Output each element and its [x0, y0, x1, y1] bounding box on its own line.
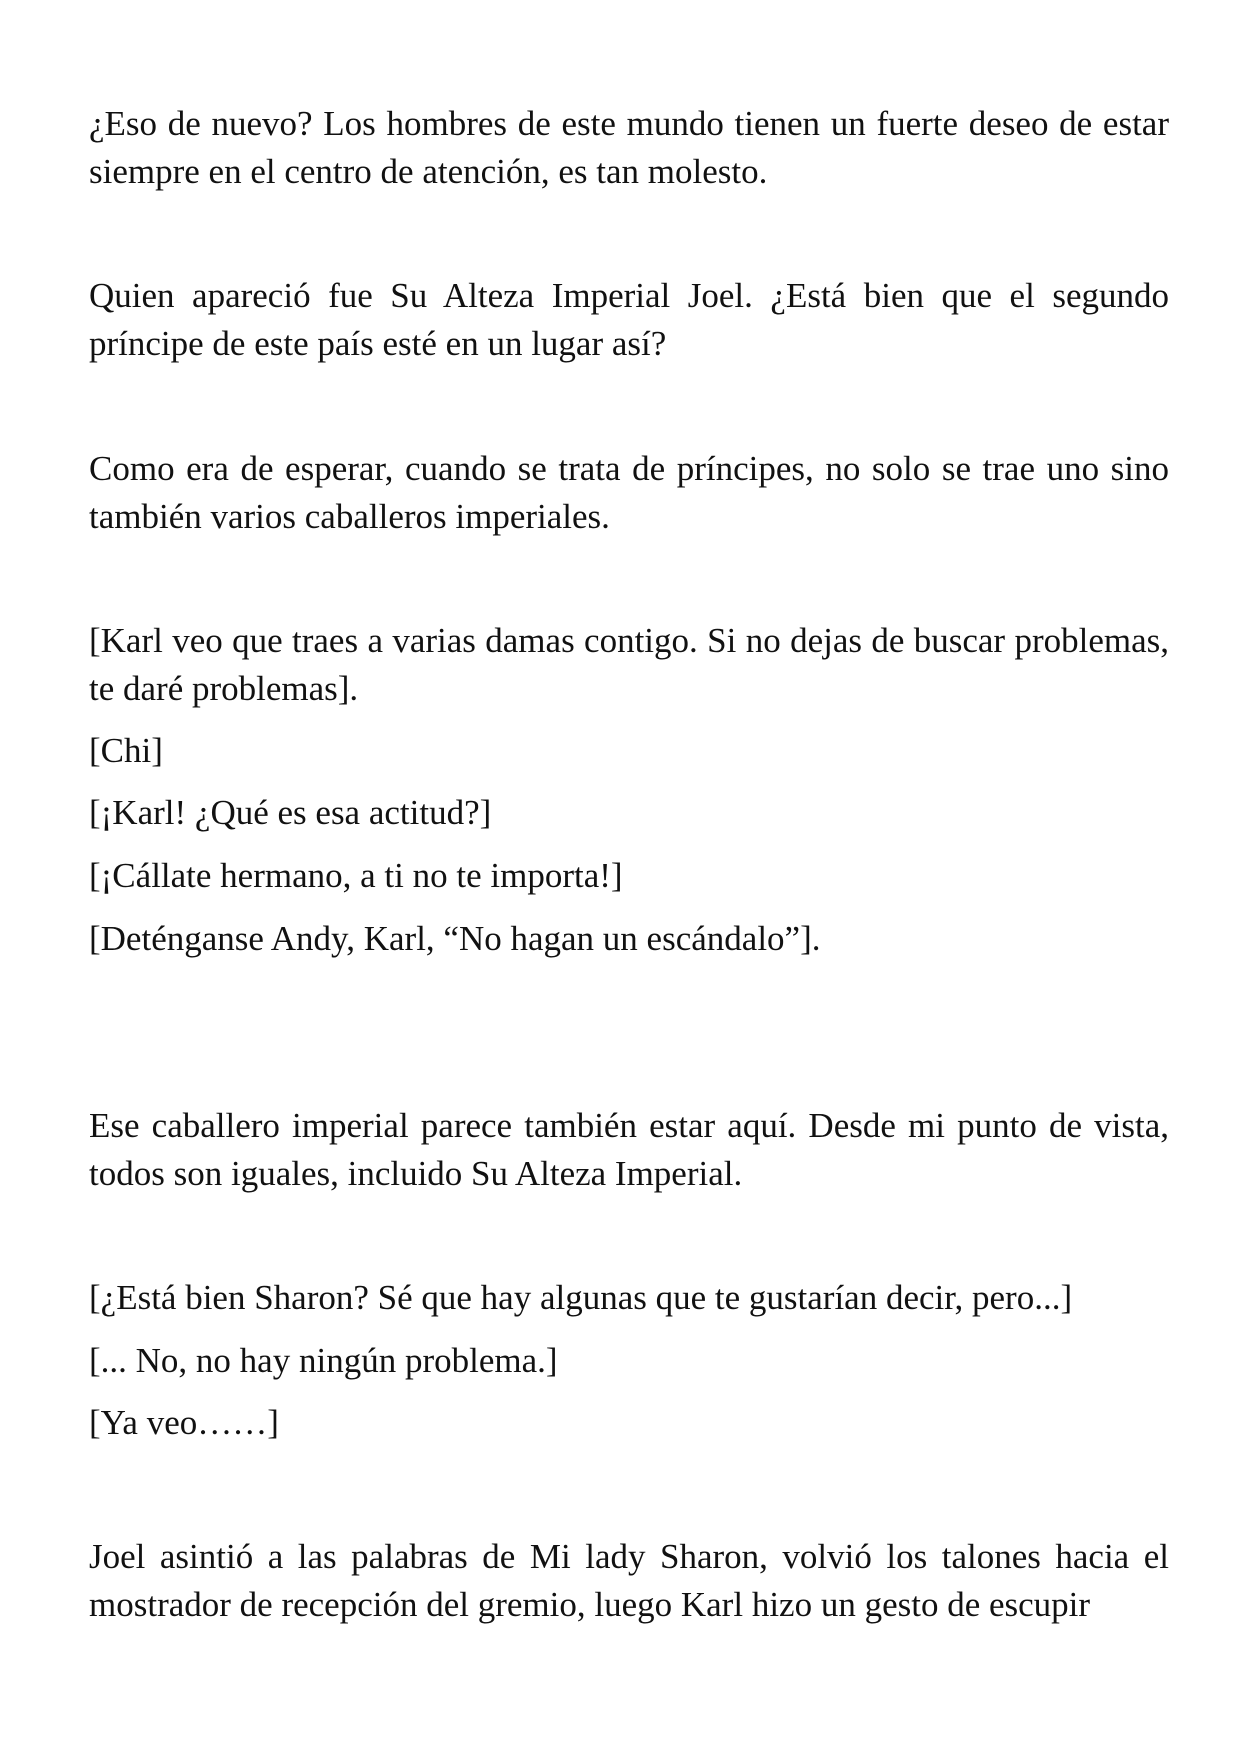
- dialogue-ya-veo: [Ya veo……]: [89, 1403, 279, 1442]
- dialogue-callate: [¡Cállate hermano, a ti no te importa!]: [89, 856, 623, 895]
- dialogue-karl-warning: [Karl veo que traes a varias damas contigo. Si no dejas de buscar problemas, te daré problemas].: [89, 621, 1169, 708]
- paragraph-1: ¿Eso de nuevo? Los hombres de este mundo tienen un fuerte deseo de estar siempre en el centro de atención, es tan molesto.: [89, 104, 1169, 191]
- paragraph-4: Ese caballero imperial parece también estar aquí. Desde mi punto de vista, todos son iguales, incluido Su Alteza Imperial.: [89, 1106, 1169, 1193]
- dialogue-sharon-question: [¿Está bien Sharon? Sé que hay algunas que te gustarían decir, pero...]: [89, 1278, 1073, 1317]
- dialogue-no-problem: [... No, no hay ningún problema.]: [89, 1341, 558, 1380]
- dialogue-karl-attitude: [¡Karl! ¿Qué es esa actitud?]: [89, 793, 492, 832]
- paragraph-3: Como era de esperar, cuando se trata de príncipes, no solo se trae uno sino también varios caballeros imperiales.: [89, 449, 1169, 536]
- document-page: [89, 0, 1169, 1755]
- paragraph-2: Quien apareció fue Su Alteza Imperial Joel. ¿Está bien que el segundo príncipe de este país esté en un lugar así?: [89, 276, 1169, 363]
- dialogue-detenganse: [Deténganse Andy, Karl, “No hagan un escándalo”].: [89, 919, 821, 958]
- paragraph-5: Joel asintió a las palabras de Mi lady Sharon, volvió los talones hacia el mostrador de recepción del gremio, luego Karl hizo un gesto de escupir: [89, 1537, 1169, 1624]
- dialogue-chi: [Chi]: [89, 731, 163, 770]
